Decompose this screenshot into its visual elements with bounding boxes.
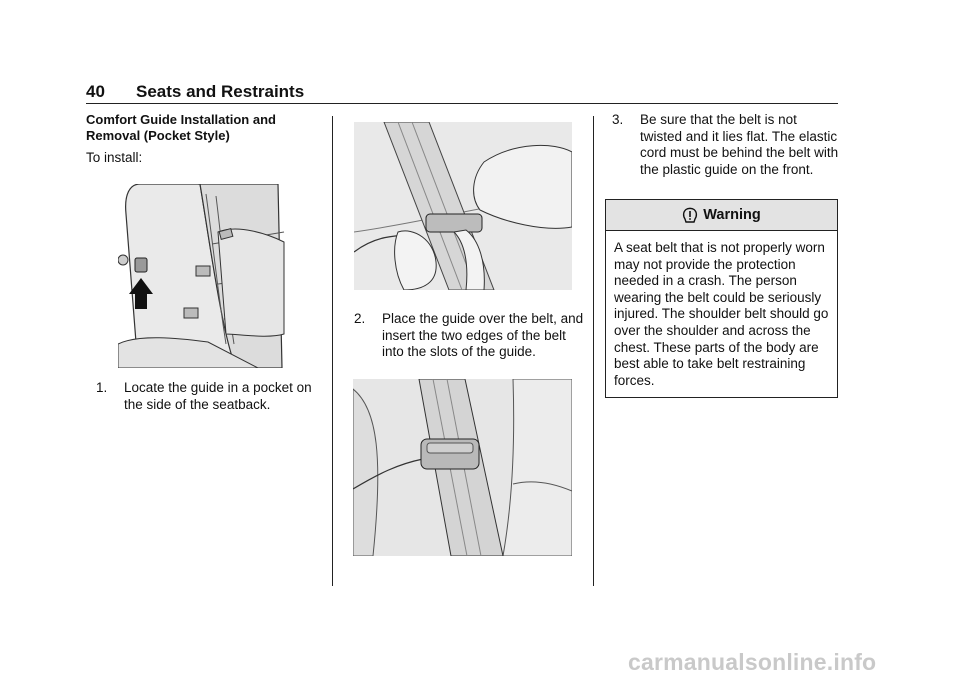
guide-on-belt-illustration xyxy=(353,379,572,556)
section-title: Comfort Guide Installation and Removal (Pocket Style) xyxy=(86,112,276,143)
warning-box xyxy=(605,199,838,398)
step-text: Place the guide over the belt, and insert the two edges of the belt into the slots of the guide. xyxy=(382,311,584,359)
step-text: Be sure that the belt is not twisted and it lies flat. The elastic cord must be behind the belt with the plastic guide on the front. xyxy=(640,112,839,177)
column-divider xyxy=(332,116,333,586)
step-text: Locate the guide in a pocket on the side of the seatback. xyxy=(124,380,312,412)
warning-icon xyxy=(682,207,698,223)
page-number: 40 xyxy=(86,82,105,101)
step-number: 1. xyxy=(96,380,108,395)
step-number: 3. xyxy=(612,112,624,127)
step-2 xyxy=(354,311,586,361)
watermark: carmanualsonline.info xyxy=(628,649,877,675)
guide-placement-illustration xyxy=(354,122,572,290)
page-header xyxy=(86,82,304,102)
header-rule xyxy=(86,103,838,104)
warning-title: Warning xyxy=(703,207,761,223)
step-3 xyxy=(612,112,840,178)
step-1 xyxy=(96,380,324,413)
seatback-pocket-illustration xyxy=(118,184,286,368)
chapter-title: Seats and Restraints xyxy=(136,82,305,101)
warning-text: A seat belt that is not properly worn may not provide the protection needed in a crash. The person wearing the belt could be seriously injured. The shoulder belt should go over the shoulder and across the chest. These parts of the body are best able to take belt restraining forces. xyxy=(614,240,829,388)
intro-text: To install: xyxy=(86,150,143,165)
column-divider xyxy=(593,116,594,586)
step-number: 2. xyxy=(354,311,366,326)
warning-header xyxy=(606,200,837,231)
